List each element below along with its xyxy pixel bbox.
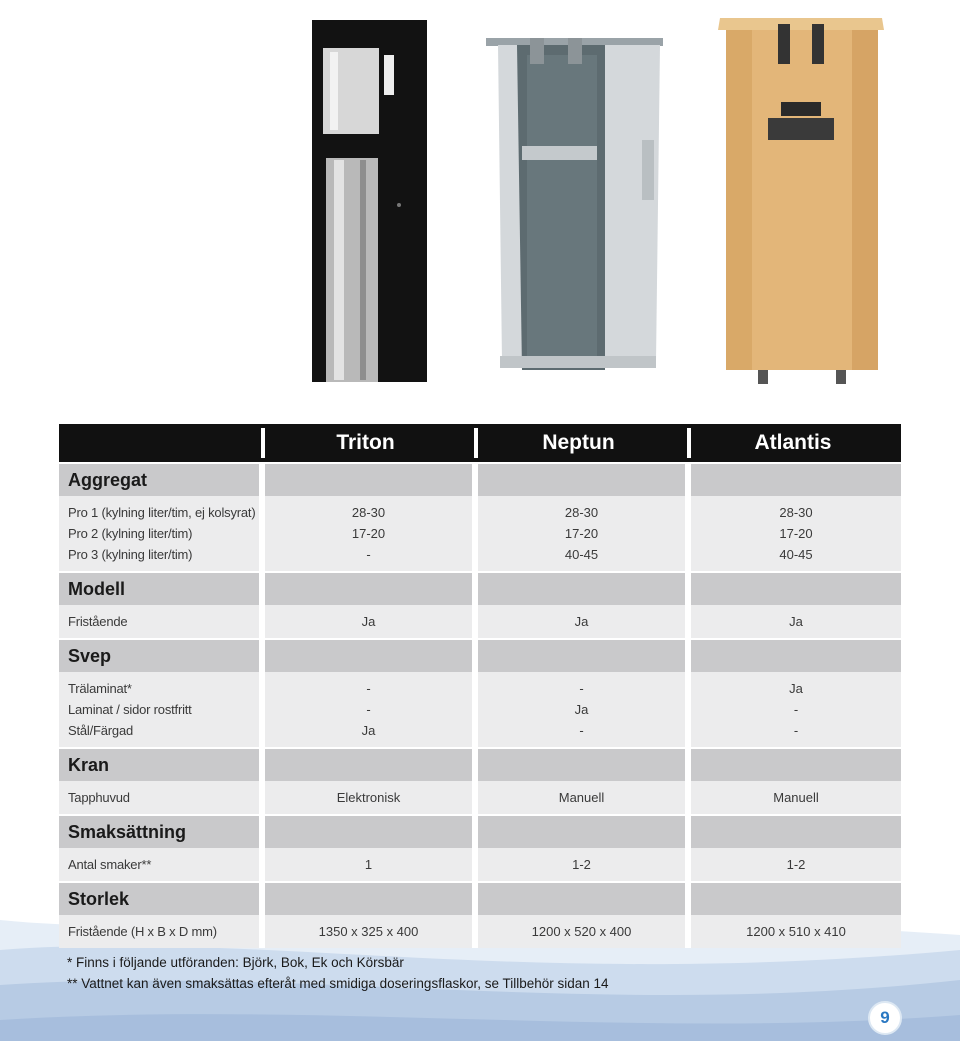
- atlantis-product-image: [718, 18, 884, 384]
- column-header-atlantis: Atlantis: [685, 424, 901, 462]
- cell-value: 40-45: [564, 547, 599, 562]
- cell-value: 1: [364, 857, 373, 872]
- cell-value: Manuell: [558, 790, 605, 805]
- section-svep: [59, 638, 901, 672]
- cell-value: 40-45: [779, 547, 813, 562]
- row-label: Tapphuvud: [68, 790, 130, 805]
- table-header-row: [59, 424, 901, 462]
- table-row: [59, 915, 901, 948]
- cell-value: Ja: [789, 681, 803, 696]
- row-label: Pro 2 (kylning liter/tim): [68, 526, 193, 541]
- cell-value: 1-2: [572, 857, 591, 872]
- section-title: Smaksättning: [68, 822, 187, 842]
- section-kran: [59, 747, 901, 781]
- section-modell: [59, 571, 901, 605]
- cell-value: -: [366, 681, 371, 696]
- section-title: Storlek: [68, 889, 130, 909]
- cell-value: -: [579, 681, 584, 696]
- row-label: Fristående: [68, 614, 128, 629]
- column-header-triton: Triton: [259, 424, 472, 462]
- cell-value: 1200 x 510 x 410: [746, 924, 846, 939]
- cell-value: Ja: [361, 723, 376, 738]
- row-label: Trälaminat*: [68, 681, 132, 696]
- cell-value: 17-20: [564, 526, 599, 541]
- section-storlek: [59, 881, 901, 915]
- cell-value: -: [579, 723, 584, 738]
- cell-value: Ja: [361, 614, 376, 629]
- section-title: Modell: [68, 579, 125, 599]
- cell-value: 17-20: [351, 526, 386, 541]
- section-title: Aggregat: [68, 470, 148, 490]
- cell-value: -: [366, 702, 371, 717]
- cell-value: 28-30: [564, 505, 599, 520]
- row-label: Antal smaker**: [68, 857, 152, 872]
- triton-product-image: [312, 20, 427, 382]
- footnote-1: * Finns i följande utföranden: Björk, Bok, Ek och Körsbär: [67, 955, 404, 970]
- cell-value: 28-30: [779, 505, 813, 520]
- column-header-neptun: Neptun: [472, 424, 685, 462]
- cell-value: -: [793, 723, 799, 738]
- section-title: Kran: [68, 755, 110, 775]
- footnotes: [67, 952, 609, 994]
- row-label: Pro 1 (kylning liter/tim, ej kolsyrat): [68, 505, 256, 520]
- footnote-2: ** Vattnet kan även smaksättas efteråt med smidiga doseringsflaskor, se Tillbehör sidan 14: [67, 976, 609, 991]
- cell-value: Ja: [789, 614, 803, 629]
- page-number-badge: 9: [868, 1001, 902, 1035]
- cell-value: Elektronisk: [336, 790, 401, 805]
- table-row: [59, 781, 901, 814]
- row-label: Stål/Färgad: [68, 723, 134, 738]
- cell-value: 1-2: [786, 857, 806, 872]
- row-label: Fristående (H x B x D mm): [68, 924, 217, 939]
- cell-value: -: [366, 547, 371, 562]
- cell-value: 17-20: [779, 526, 813, 541]
- row-label: Pro 3 (kylning liter/tim): [68, 547, 193, 562]
- table-row: [59, 605, 901, 638]
- cell-value: Ja: [574, 614, 589, 629]
- cell-value: Manuell: [773, 790, 819, 805]
- section-aggregat: [59, 462, 901, 496]
- section-title: Svep: [68, 646, 112, 666]
- cell-value: 1350 x 325 x 400: [318, 924, 419, 939]
- cell-value: Ja: [574, 702, 589, 717]
- table-row: [59, 672, 901, 747]
- cell-value: 1200 x 520 x 400: [531, 924, 632, 939]
- row-label: Laminat / sidor rostfritt: [68, 702, 192, 717]
- cell-value: 28-30: [351, 505, 386, 520]
- section-smaksattning: [59, 814, 901, 848]
- neptun-product-image: [486, 38, 663, 370]
- product-images: [0, 0, 960, 400]
- table-row: [59, 496, 901, 571]
- comparison-table: [59, 424, 901, 948]
- cell-value: -: [793, 702, 799, 717]
- table-row: [59, 848, 901, 881]
